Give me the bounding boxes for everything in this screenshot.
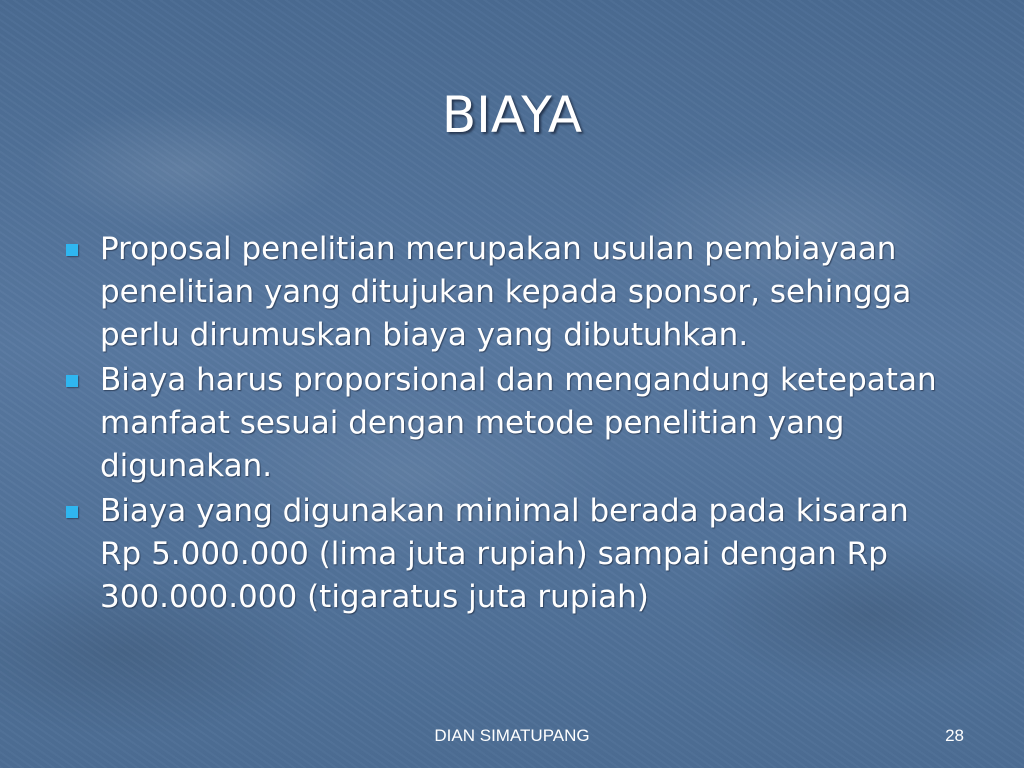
bullet-text: Proposal penelitian merupakan usulan pembiayaan penelitian yang ditujukan kepada sponsor, sehingga perlu dirumuskan biaya yang dibutuhkan. (100, 231, 912, 353)
slide-number: 28 (945, 726, 964, 745)
bullet-text: Biaya yang digunakan minimal berada pada kisaran Rp 5.000.000 (lima juta rupiah) sampai dengan Rp 300.000.000 (tigaratus juta rupiah) (100, 493, 909, 615)
square-bullet-icon (66, 506, 78, 518)
bullet-list (58, 228, 958, 621)
square-bullet-icon (66, 375, 78, 387)
bullet-item (58, 490, 958, 619)
bullet-item (58, 359, 958, 488)
footer-author: DIAN SIMATUPANG (434, 726, 590, 745)
slide-title: BIAYA (441, 86, 583, 144)
square-bullet-icon (66, 244, 78, 256)
bullet-text: Biaya harus proporsional dan mengandung ketepatan manfaat sesuai dengan metode penelitian yang digunakan. (100, 362, 937, 484)
bullet-item (58, 228, 958, 357)
